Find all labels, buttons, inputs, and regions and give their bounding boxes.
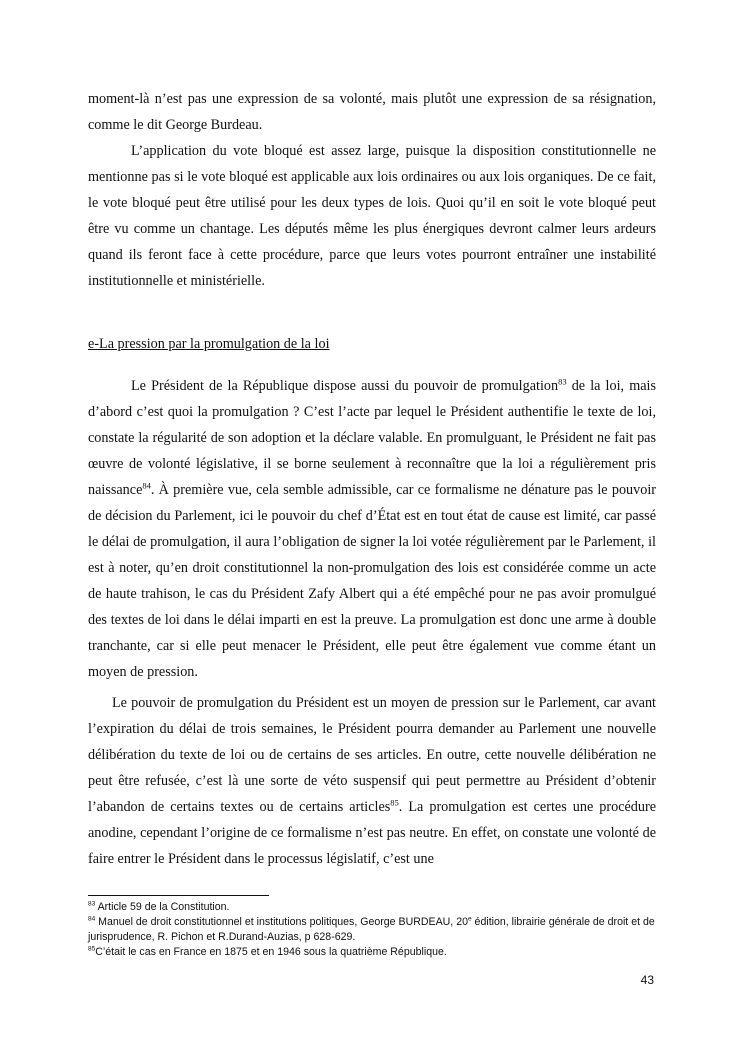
paragraph-3: [88, 373, 656, 685]
ordinal-suffix: e: [467, 915, 472, 923]
page-number: 43: [640, 973, 654, 987]
document-body: [88, 86, 656, 872]
section-title: e-La pression par la promulgation de la loi: [88, 336, 330, 352]
footnote-83: [88, 900, 660, 915]
paragraph-3-text-b: de la loi, mais d’abord c’est quoi la promulgation ? C’est l’acte par lequel le Président authentifie le texte de loi, constate la régularité de son adoption et la déclare valable. En promulguant, le Président ne fait pas œuvre de volonté législative, il se borne seulement à reconnaître que la loi a régulièrement pris naissance: [88, 378, 656, 498]
footnote-84: [88, 915, 660, 945]
paragraph-3-text-a: Le Président de la République dispose aussi du pouvoir de promulgation: [131, 378, 559, 394]
paragraph-4-text-b: . La promulgation est certes une procédure anodine, cependant l’origine de ce formalisme n’est pas neutre. En effet, on constate une volonté de faire entrer le Président dans le processus législatif, c’est une: [88, 799, 656, 867]
paragraph-2-text: L’application du vote bloqué est assez large, puisque la disposition constitutionnelle ne mentionne pas si le vote bloqué est applicable aux lois ordinaires ou aux lois organiques. De ce fait, le vote bloqué peut être utilisé pour les deux types de lois. Quoi qu’il en soit le vote bloqué peut être vu comme un chantage. Les députés même les plus énergiques devront calmer leurs ardeurs quand ils feront face à cette procédure, parce que leurs votes pourront entraîner une instabilité institutionnelle et ministérielle.: [88, 143, 656, 289]
footnote-text: édition, librairie générale de droit et de jurisprudence, R. Pichon et R.Durand-Auzias, p 628-629.: [88, 916, 655, 943]
footnote-ref-83[interactable]: 83: [558, 376, 567, 387]
footnote-ref-85[interactable]: 85: [390, 797, 399, 808]
footnote-text: Manuel de droit constitutionnel et institutions politiques, George BURDEAU, 20: [95, 916, 468, 928]
spacer: [88, 357, 656, 373]
paragraph-1-text: moment-là n’est pas une expression de sa volonté, mais plutôt une expression de sa résignation, comme le dit George Burdeau.: [88, 91, 656, 133]
footnotes: [88, 900, 660, 960]
footnote-number: 84: [88, 915, 96, 923]
footnote-85: [88, 945, 660, 960]
footnote-text: Article 59 de la Constitution.: [95, 901, 230, 913]
paragraph-3-text-c: . À première vue, cela semble admissible, car ce formalisme ne dénature pas le pouvoir de décision du Parlement, ici le pouvoir du chef d’État est en tout état de cause est limité, car passé le délai de promulgation, il aura l’obligation de signer la loi votée régulièrement par le Parlement, il est à noter, qu’en droit constitutionnel la non-promulgation des lois est considérée comme un acte de haute trahison, le cas du Président Zafy Albert qui a été empêché pour ne pas avoir promulgué des textes de loi dans le délai imparti en est la preuve. La promulgation est donc une arme à double tranchante, car si elle peut menacer le Président, elle peut être également vue comme étant un moyen de pression.: [88, 482, 656, 680]
paragraph-4: [88, 690, 656, 872]
paragraph-2: [88, 138, 656, 294]
paragraph-1: [88, 86, 656, 138]
footnote-ref-84[interactable]: 84: [142, 480, 151, 491]
footnote-number: 83: [88, 900, 96, 908]
footnote-separator: [88, 895, 269, 896]
footnote-number: 85: [88, 945, 96, 953]
paragraph-4-text-a: Le pouvoir de promulgation du Président est un moyen de pression sur le Parlement, car avant l’expiration du délai de trois semaines, le Président pourra demander au Parlement une nouvelle délibération du texte de loi ou de certains de ses articles. En outre, cette nouvelle délibération ne peut être refusée, c’est là une sorte de véto suspensif qui peut permettre au Président d’obtenir l’abandon de certains textes ou de certains articles: [88, 695, 656, 815]
footnote-text: C’était le cas en France en 1875 et en 1946 sous la quatrième République.: [95, 946, 447, 958]
spacer: [88, 294, 656, 331]
